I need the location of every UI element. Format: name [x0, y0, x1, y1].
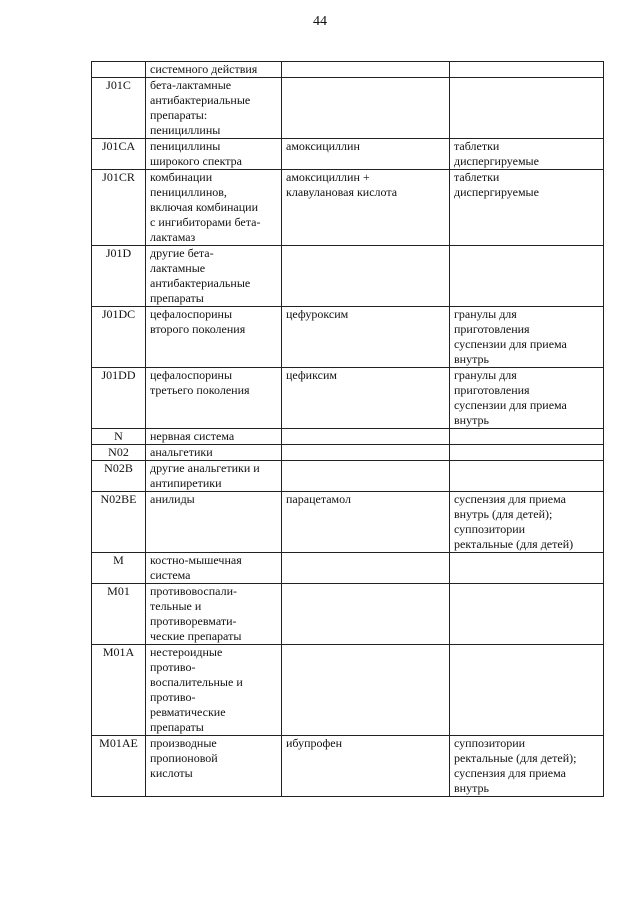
atc-code-cell: N02BE [92, 492, 146, 553]
dosage-form-cell: таблетки диспергируемые [450, 139, 604, 170]
atc-code-cell [92, 62, 146, 78]
table-row [92, 736, 604, 797]
drug-name-cell: парацетамол [282, 492, 450, 553]
pharmacological-group-cell: анилиды [146, 492, 282, 553]
drug-name-cell [282, 78, 450, 139]
atc-code-cell: N [92, 429, 146, 445]
medication-table-body [92, 62, 604, 797]
pharmacological-group-cell: другие анальгетики и антипиретики [146, 461, 282, 492]
atc-code-cell: M01AE [92, 736, 146, 797]
atc-code-cell: N02 [92, 445, 146, 461]
dosage-form-cell [450, 246, 604, 307]
pharmacological-group-cell: системного действия [146, 62, 282, 78]
atc-code-cell: M01 [92, 584, 146, 645]
pharmacological-group-cell: производные пропионовой кислоты [146, 736, 282, 797]
table-row [92, 62, 604, 78]
atc-code-cell: M [92, 553, 146, 584]
dosage-form-cell [450, 62, 604, 78]
dosage-form-cell [450, 78, 604, 139]
page-number: 44 [313, 14, 327, 29]
pharmacological-group-cell: анальгетики [146, 445, 282, 461]
table-row [92, 645, 604, 736]
table-row [92, 139, 604, 170]
pharmacological-group-cell: цефалоспорины третьего поколения [146, 368, 282, 429]
pharmacological-group-cell: комбинации пенициллинов, включая комбинации с ингибиторами бета- лактамаз [146, 170, 282, 246]
table-row [92, 307, 604, 368]
atc-code-cell: J01DD [92, 368, 146, 429]
atc-code-cell: N02B [92, 461, 146, 492]
medication-table [91, 61, 604, 797]
drug-name-cell [282, 62, 450, 78]
drug-name-cell: ибупрофен [282, 736, 450, 797]
pharmacological-group-cell: цефалоспорины второго поколения [146, 307, 282, 368]
atc-code-cell: J01CA [92, 139, 146, 170]
atc-code-cell: J01D [92, 246, 146, 307]
drug-name-cell [282, 429, 450, 445]
table-row [92, 246, 604, 307]
atc-code-cell: J01DC [92, 307, 146, 368]
atc-code-cell: J01C [92, 78, 146, 139]
pharmacological-group-cell: пенициллины широкого спектра [146, 139, 282, 170]
dosage-form-cell [450, 429, 604, 445]
atc-code-cell: M01A [92, 645, 146, 736]
table-row [92, 584, 604, 645]
dosage-form-cell: таблетки диспергируемые [450, 170, 604, 246]
drug-name-cell [282, 246, 450, 307]
pharmacological-group-cell: бета-лактамные антибактериальные препараты: пенициллины [146, 78, 282, 139]
drug-name-cell [282, 445, 450, 461]
dosage-form-cell: суспензия для приема внутрь (для детей); суппозитории ректальные (для детей) [450, 492, 604, 553]
drug-name-cell [282, 645, 450, 736]
table-row [92, 429, 604, 445]
pharmacological-group-cell: нестероидные противо- воспалительные и противо- ревматические препараты [146, 645, 282, 736]
dosage-form-cell [450, 445, 604, 461]
drug-name-cell [282, 584, 450, 645]
dosage-form-cell: гранулы для приготовления суспензии для приема внутрь [450, 368, 604, 429]
dosage-form-cell: гранулы для приготовления суспензии для приема внутрь [450, 307, 604, 368]
drug-name-cell: амоксициллин + клавулановая кислота [282, 170, 450, 246]
table-row [92, 553, 604, 584]
pharmacological-group-cell: нервная система [146, 429, 282, 445]
dosage-form-cell: суппозитории ректальные (для детей); суспензия для приема внутрь [450, 736, 604, 797]
table-row [92, 170, 604, 246]
pharmacological-group-cell: другие бета- лактамные антибактериальные препараты [146, 246, 282, 307]
dosage-form-cell [450, 584, 604, 645]
drug-name-cell: цефиксим [282, 368, 450, 429]
drug-name-cell: амоксициллин [282, 139, 450, 170]
table-row [92, 461, 604, 492]
pharmacological-group-cell: костно-мышечная система [146, 553, 282, 584]
pharmacological-group-cell: противовоспали- тельные и противоревмати- ческие препараты [146, 584, 282, 645]
table-row [92, 445, 604, 461]
atc-code-cell: J01CR [92, 170, 146, 246]
dosage-form-cell [450, 461, 604, 492]
table-row [92, 368, 604, 429]
table-row [92, 78, 604, 139]
drug-name-cell: цефуроксим [282, 307, 450, 368]
dosage-form-cell [450, 645, 604, 736]
drug-name-cell [282, 461, 450, 492]
drug-name-cell [282, 553, 450, 584]
table-row [92, 492, 604, 553]
dosage-form-cell [450, 553, 604, 584]
